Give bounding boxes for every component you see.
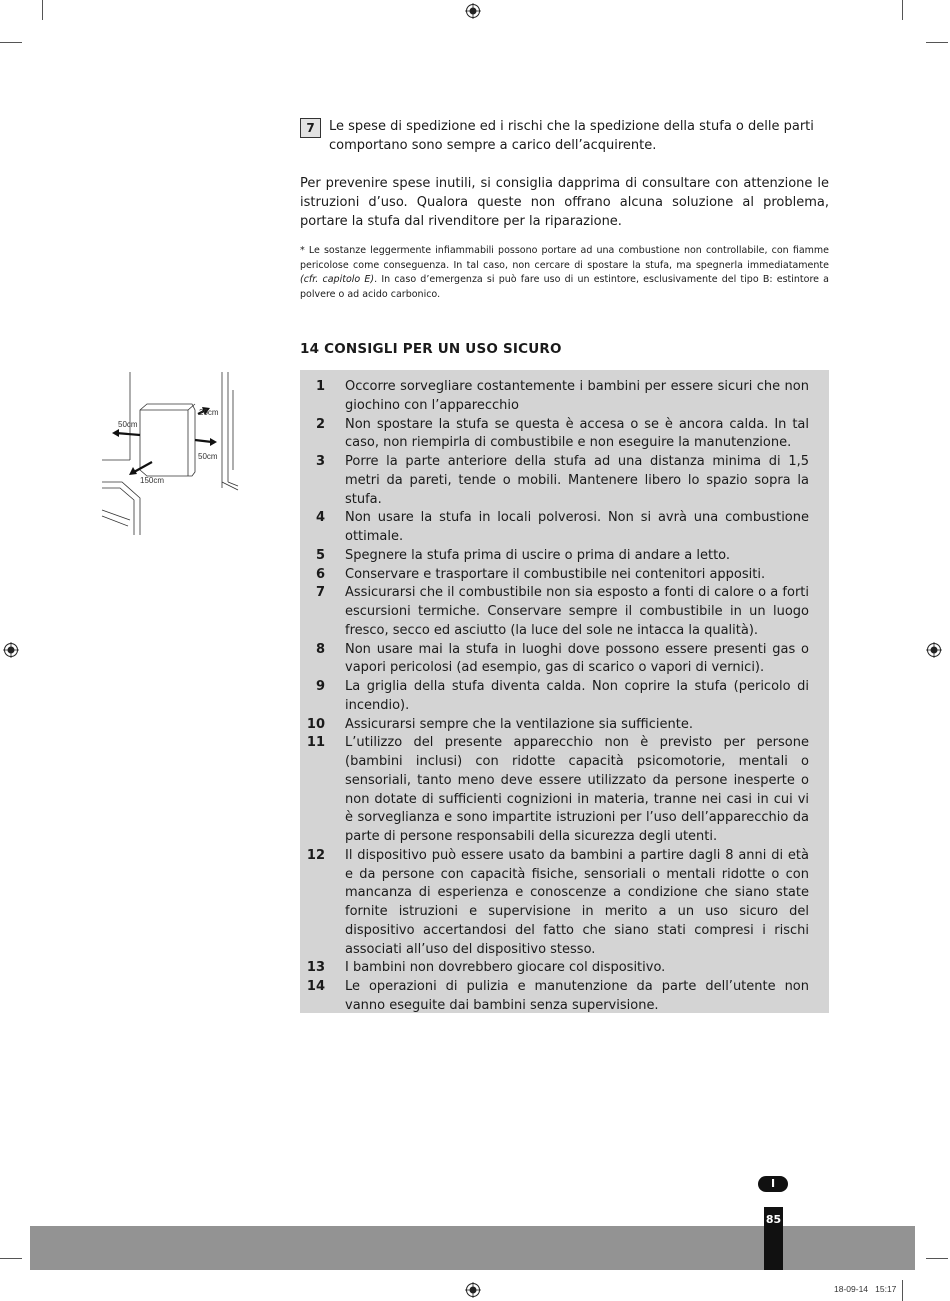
list-item-text: Spegnere la stufa prima di uscire o prima di andare a letto. [345, 547, 731, 563]
list-item [300, 959, 829, 978]
list-item-text: Il dispositivo può essere usato da bambini a partire dagli 8 anni di età e da persone con capacità fisiche, sensoriali o mentali ridotte o con mancanza di esperienza e conoscenze a condizione che siano state fornite istruzioni e supervisione in merito a un uso sicuro del dispositivo accertandosi del fatto che siano stati compresi i rischi associati all’uso del dispositivo stesso. [345, 847, 809, 957]
list-item-number: 4 [315, 510, 325, 526]
list-item [300, 453, 829, 509]
list-item-text: Conservare e trasportare il combustibile nei contenitori appositi. [345, 566, 766, 582]
list-item-text: Assicurarsi sempre che la ventilazione sia sufficiente. [345, 716, 693, 732]
list-item-number: 7 [315, 585, 325, 601]
footnote [300, 244, 829, 302]
list-item-text: La griglia della stufa diventa calda. Non coprire la stufa (pericolo di incendio). [345, 679, 809, 713]
list-item-text: Occorre sorvegliare costantemente i bambini per essere sicuri che non giochino con l’apparecchio [345, 379, 809, 413]
footnote-part1: * Le sostanze leggermente infiammabili possono portare ad una combustione non controllabile, con fiamme pericolose come conseguenza. In tal caso, non cercare di spostare la stufa, ma spegnerla immediatamente [300, 245, 829, 271]
list-item-number: 2 [315, 416, 325, 432]
safety-panel [300, 370, 829, 1013]
clearance-label-front: 150cm [140, 476, 165, 485]
list-item [300, 847, 829, 960]
page-number: 85 [764, 1207, 783, 1270]
list-item [300, 716, 829, 735]
clearance-label-top: 20cm [199, 408, 219, 417]
list-item-text: Non spostare la stufa se questa è accesa o se è ancora calda. In tal caso, non riempirla di combustibile e non eseguire la manutenzione. [345, 416, 809, 451]
list-item-number: 6 [315, 566, 325, 582]
list-item [300, 584, 829, 640]
footnote-part2: . In caso d’emergenza si può fare uso di un estintore, esclusivamente del tipo B: estintore a polvere o ad acido carbonico. [300, 274, 829, 300]
safety-list [300, 378, 829, 1016]
section7-text: Le spese di spedizione ed i rischi che la spedizione della stufa o delle parti comportano sono sempre a carico dell’acquirente. [329, 119, 814, 153]
clearance-label-left: 50cm [118, 420, 138, 429]
language-badge: I [758, 1176, 788, 1192]
list-item [300, 641, 829, 679]
crop-mark [902, 1280, 903, 1301]
list-item-number: 3 [315, 454, 325, 469]
list-item-text: Porre la parte anteriore della stufa ad una distanza minima di 1,5 metri da pareti, tende o mobili. Mantenere libero lo spazio sopra la stufa. [345, 454, 809, 507]
footnote-chapter-ref: (cfr. capitolo E) [300, 274, 375, 285]
clearance-diagram [100, 370, 242, 535]
list-item [300, 678, 829, 716]
list-item-number: 8 [315, 641, 325, 657]
list-item-number: 14 [306, 979, 325, 994]
crop-mark [42, 0, 43, 20]
crop-mark [926, 42, 948, 43]
print-time: 15:17 [875, 1284, 897, 1294]
list-item [300, 509, 829, 547]
list-item [300, 416, 829, 454]
list-item-text: Assicurarsi che il combustibile non sia esposto a fonti di calore o a forti escursioni termiche. Conservare sempre il combustibile in un luogo fresco, secco ed asciutto (la luce del sole ne intacca la qualità). [345, 585, 809, 638]
registration-mark-icon [926, 642, 942, 658]
list-item [300, 734, 829, 847]
crop-mark [926, 1258, 948, 1259]
list-item-number: 12 [306, 847, 325, 863]
advice-paragraph: Per prevenire spese inutili, si consiglia dapprima di consultare con attenzione le istruzioni d’uso. Qualora queste non offrano alcuna soluzione al problema, portare la stufa dal rivenditore per la riparazione. [300, 176, 829, 229]
list-item [300, 547, 829, 566]
list-item-text: Non usare mai la stufa in luoghi dove possono essere presenti gas o vapori pericolosi (ad esempio, gas di scarico o vapori di vernici). [345, 641, 809, 676]
list-item-number: 10 [306, 716, 325, 732]
list-item-text: I bambini non dovrebbero giocare col dispositivo. [345, 960, 666, 976]
clearance-label-right: 50cm [198, 452, 218, 461]
registration-mark-icon [465, 3, 481, 19]
crop-mark [0, 42, 22, 43]
section-number-box: 7 [300, 118, 321, 138]
registration-mark-icon [465, 1282, 481, 1298]
print-date: 18-09-14 [834, 1284, 869, 1294]
crop-mark [0, 1258, 22, 1259]
list-item-number: 5 [315, 547, 325, 563]
list-item [300, 978, 829, 1016]
list-item [300, 378, 829, 416]
list-item-text: Non usare la stufa in locali polverosi. Non si avrà una combustione ottimale. [345, 510, 809, 544]
list-item-text: Le operazioni di pulizia e manutenzione da parte dell’utente non vanno eseguite dai bambini senza supervisione. [345, 979, 809, 1013]
list-item-number: 13 [306, 960, 325, 976]
section-heading: 14 CONSIGLI PER UN USO SICURO [300, 341, 562, 357]
list-item-text: L’utilizzo del presente apparecchio non è previsto per persone (bambini inclusi) con ridotte capacità psicomotorie, mentali o sensoriali, tanto meno deve essere utilizzato da persone inesperte o non dotate di sufficienti cognizioni in materia, tranne nei casi in cui vi è sorveglianza e sono impartite istruzioni per l’uso dell’apparecchio da parte di persone responsabili della sicurezza degli utenti. [345, 735, 809, 844]
list-item-number: 11 [306, 735, 325, 751]
list-item-number: 9 [315, 679, 325, 694]
registration-mark-icon [3, 642, 19, 658]
crop-mark [902, 0, 903, 20]
print-stamp [834, 1284, 896, 1294]
list-item-number: 1 [315, 379, 325, 394]
list-item [300, 566, 829, 585]
